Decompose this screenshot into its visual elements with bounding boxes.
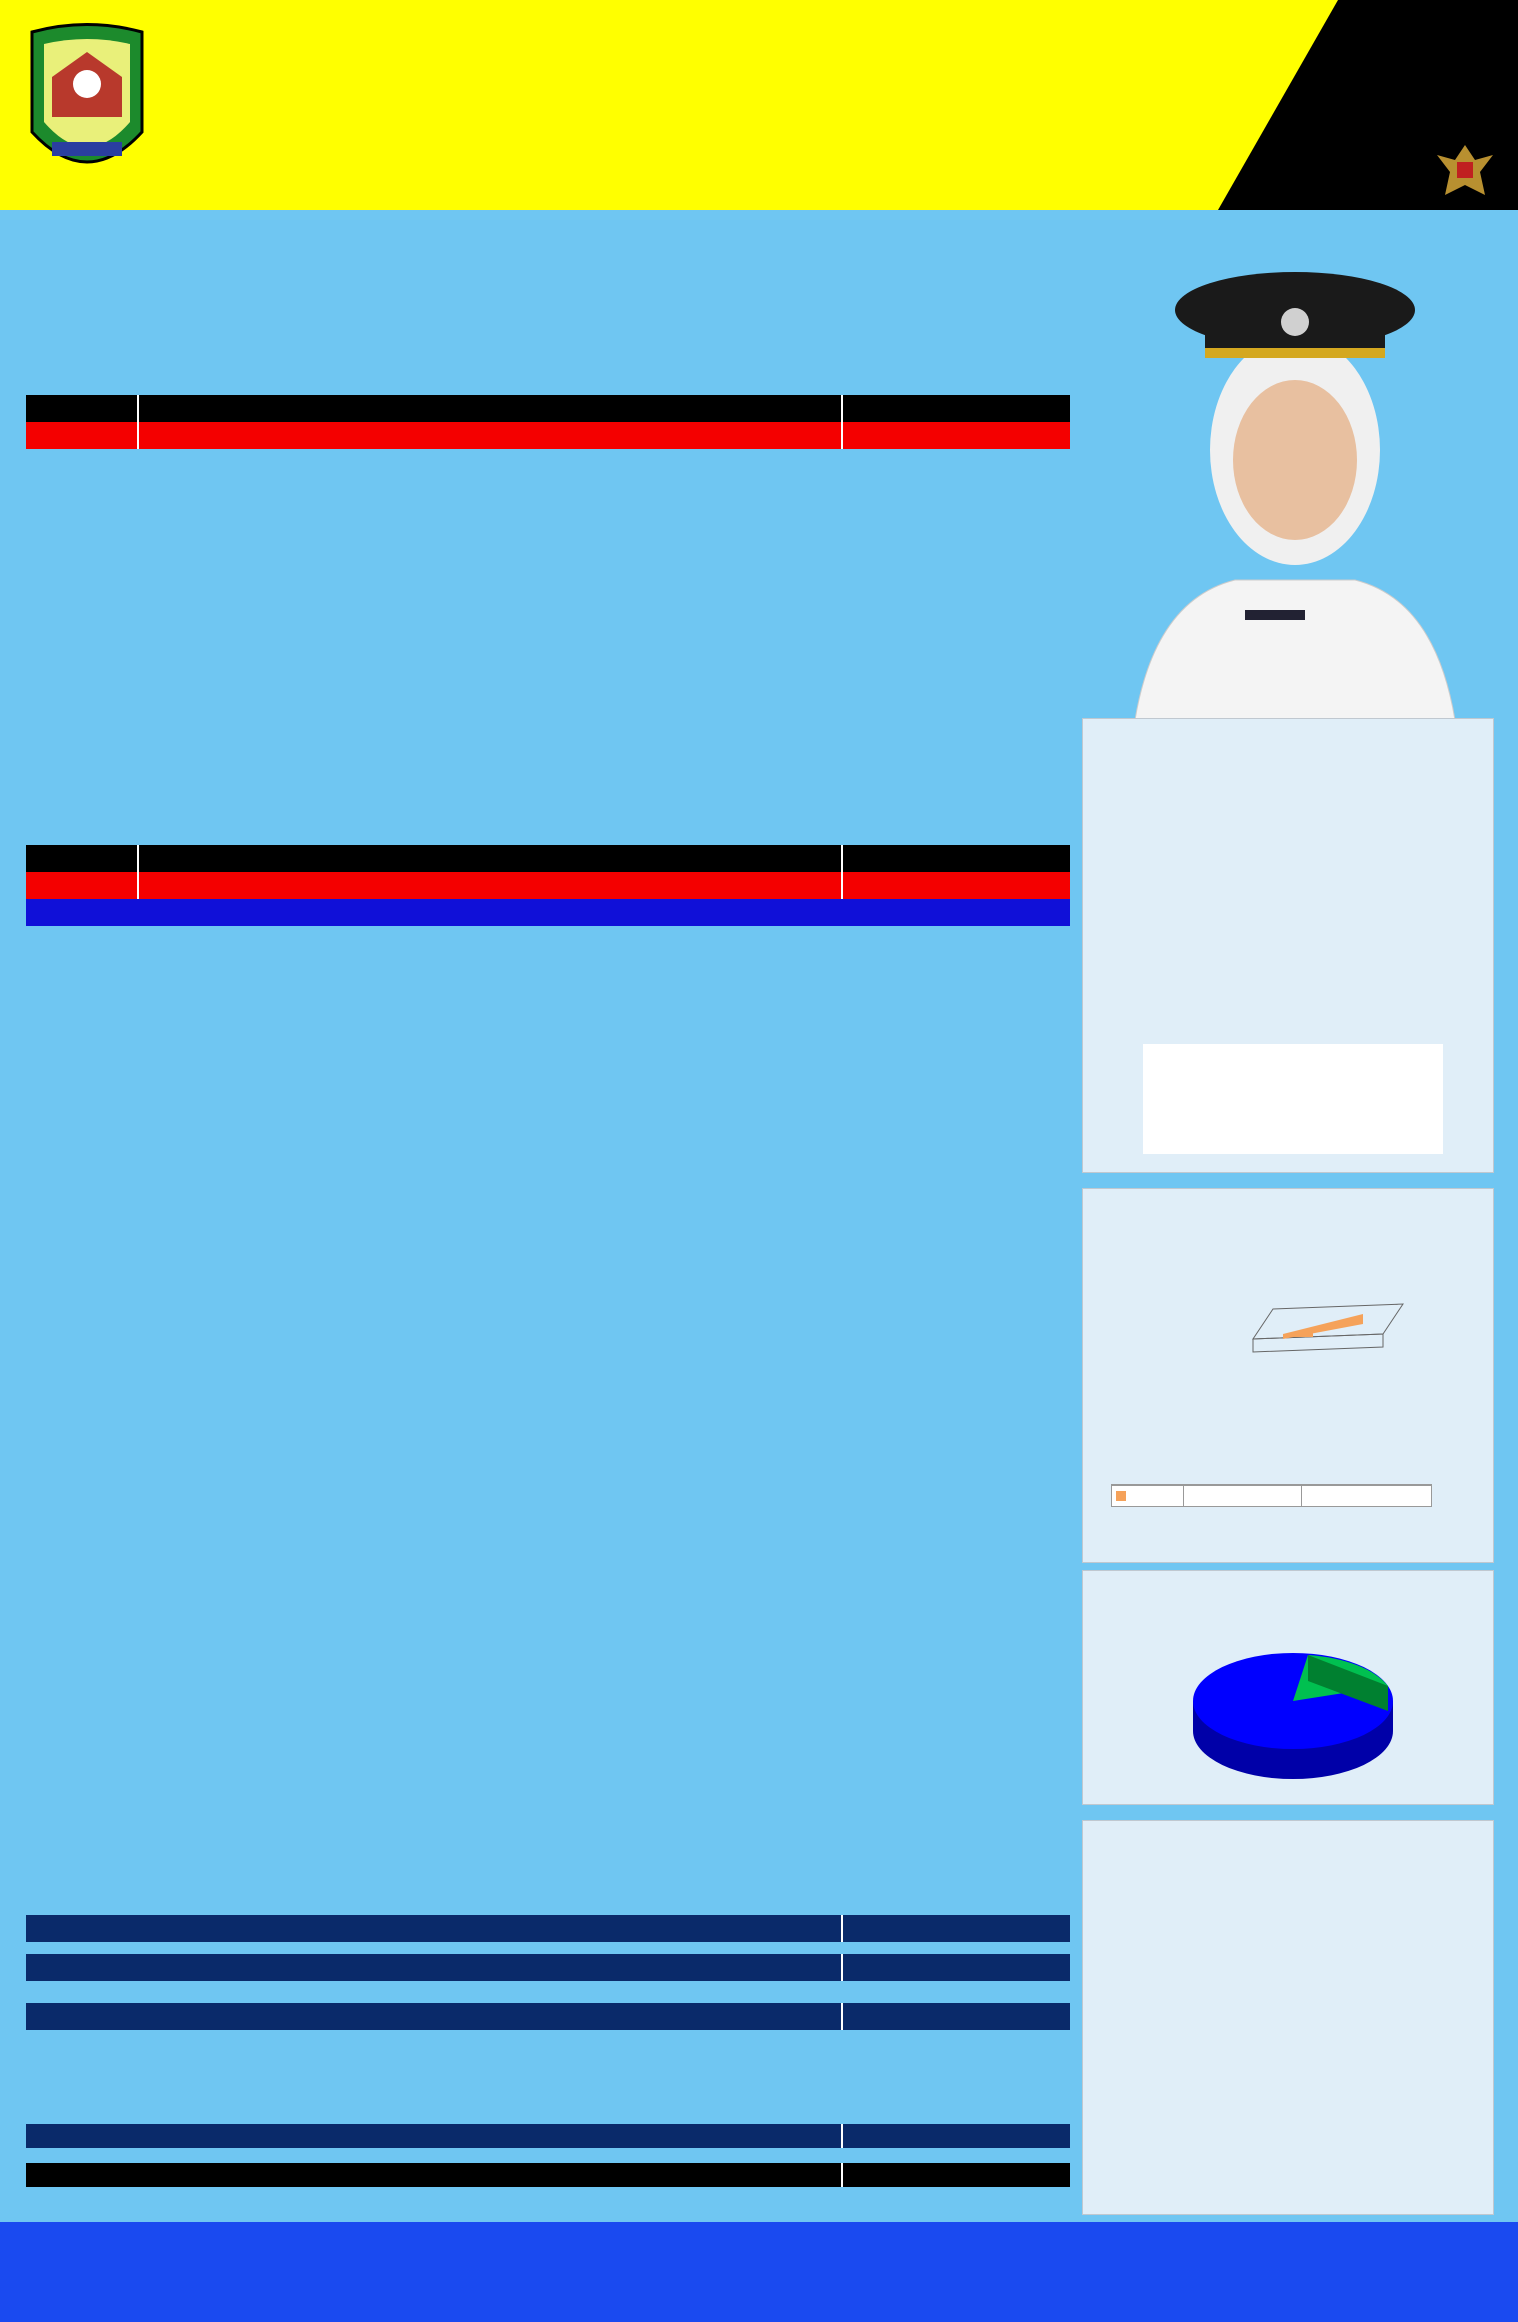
- chart-evaluasi-komposisi: [1082, 1188, 1494, 1563]
- col-uraian: [138, 395, 842, 422]
- col-num-1: [26, 422, 138, 449]
- col-num-4: [842, 872, 1070, 899]
- row-jumlah: [842, 899, 1070, 926]
- col-num-4: [842, 422, 1070, 449]
- chart1-legend: [1143, 1044, 1443, 1154]
- col-uraian: [138, 845, 842, 872]
- chart2-plot: [1083, 1289, 1495, 1389]
- regency-logo: [22, 22, 152, 187]
- column-number-row: [26, 422, 1070, 449]
- chart3-pie: [1083, 1571, 1495, 1806]
- row-kode: [26, 2003, 138, 2030]
- col-num-2: [138, 872, 842, 899]
- chart1-pie: [1083, 819, 1495, 1019]
- netto-label: [26, 2124, 842, 2148]
- chart2-value-2: [1302, 1486, 1432, 1507]
- surplus-label: [26, 1954, 842, 1981]
- netto-value: [842, 2124, 1070, 2148]
- chart2-data-table: [1111, 1484, 1432, 1507]
- col-num-1: [26, 872, 138, 899]
- col-kode: [26, 845, 138, 872]
- row-uraian: [138, 899, 842, 926]
- chart-komposisi-pie: [1082, 1570, 1494, 1805]
- jumlah-belanja-value: [842, 1915, 1070, 1942]
- chart4-plot: [1083, 1821, 1495, 2216]
- belanja-total-row: [26, 899, 1070, 926]
- surplus-value: [842, 1954, 1070, 1981]
- jumlah-belanja-row: [26, 1915, 1070, 1942]
- chart-prosentase-belanja: [1082, 718, 1494, 1173]
- pembiayaan-header: [26, 2003, 1070, 2030]
- col-kode: [26, 395, 138, 422]
- col-jumlah: [842, 845, 1070, 872]
- table-header: [26, 845, 1070, 872]
- column-number-row: [26, 872, 1070, 899]
- row-kode: [26, 899, 138, 926]
- netto-row: [26, 2124, 1070, 2148]
- footer-bar: [0, 2222, 1518, 2322]
- chart-komposisi-belanja: [1082, 1820, 1494, 2215]
- row-uraian: [138, 2003, 842, 2030]
- sisa-label: [26, 2163, 842, 2187]
- chart2-value-1: [1184, 1486, 1302, 1507]
- garuda-emblem-icon: [1435, 140, 1495, 200]
- pembiayaan-table: [26, 2003, 1070, 2030]
- belanja-table: [26, 845, 1070, 926]
- row-jumlah: [842, 2003, 1070, 2030]
- jumlah-belanja-label: [26, 1915, 842, 1942]
- col-num-2: [138, 422, 842, 449]
- pendapatan-table: [26, 395, 1070, 449]
- sisa-value: [842, 2163, 1070, 2187]
- col-jumlah: [842, 395, 1070, 422]
- table-header: [26, 395, 1070, 422]
- surplus-row: [26, 1954, 1070, 1981]
- official-portrait: [1095, 240, 1495, 720]
- sisa-row: [26, 2163, 1070, 2187]
